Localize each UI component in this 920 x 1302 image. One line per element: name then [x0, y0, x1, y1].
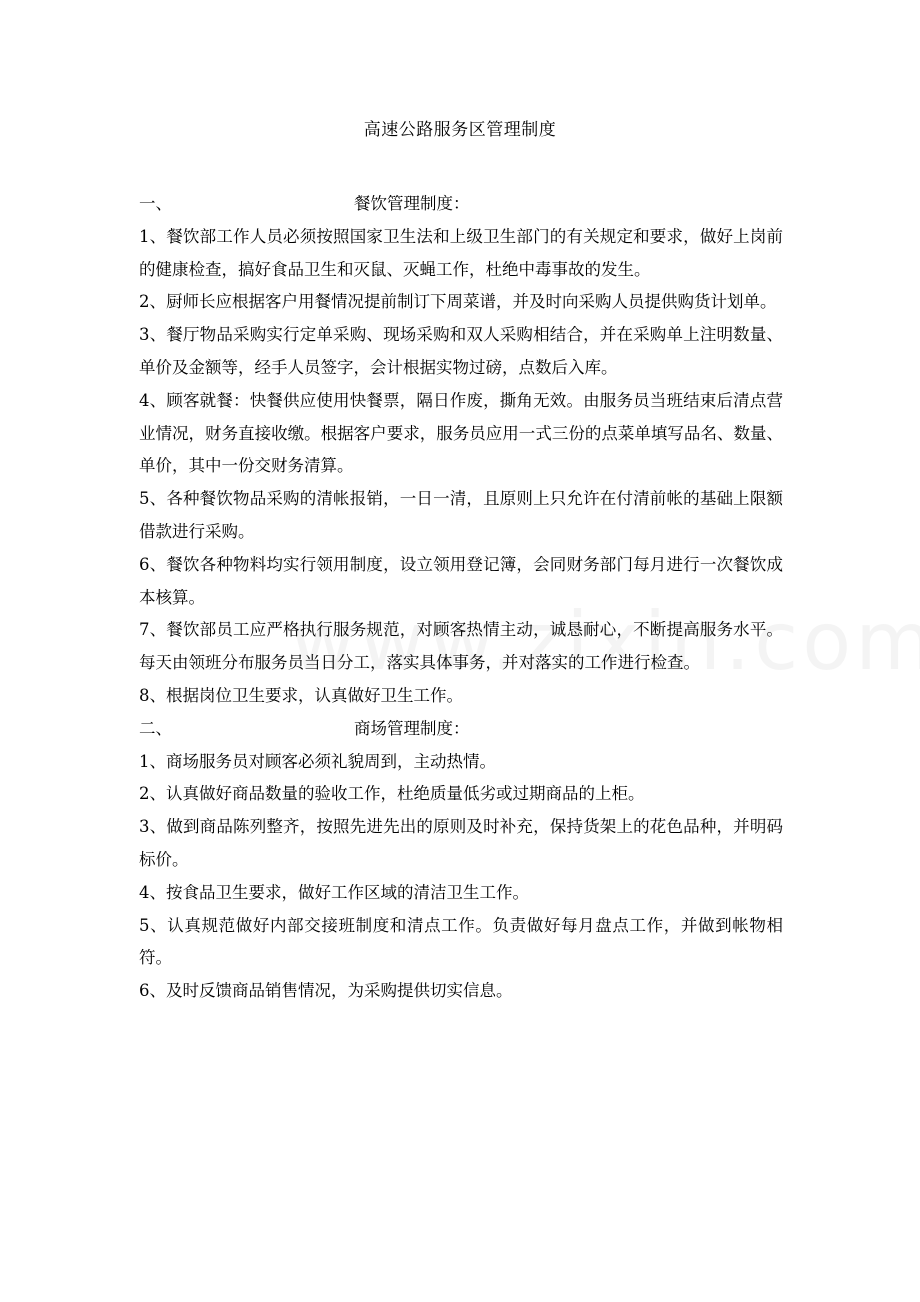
- store-rule-4: 4、按食品卫生要求，做好工作区域的清洁卫生工作。: [139, 882, 529, 902]
- store-rule-6: 6、及时反馈商品销售情况，为采购提供切实信息。: [139, 981, 513, 1001]
- catering-rule-8: 8、根据岗位卫生要求，认真做好卫生工作。: [139, 685, 463, 705]
- document-body: [139, 188, 783, 1008]
- catering-rule-6: 6、餐饮各种物料均实行领用制度，设立领用登记簿，会同财务部门每月进行一次餐饮成本核算。: [139, 554, 783, 607]
- document-title: 高速公路服务区管理制度: [363, 120, 557, 140]
- section-heading-text: 商场管理制度：: [354, 718, 470, 738]
- catering-rule-4: 4、顾客就餐：快餐供应使用快餐票，隔日作废，撕角无效。由服务员当班结束后清点营业情况，财务直接收缴。根据客户要求，服务员应用一式三份的点菜单填写品名、数量、单价，其中一份交财务清算。: [139, 390, 783, 476]
- section-number: 二、: [139, 718, 172, 738]
- catering-rule-2: 2、厨师长应根据客户用餐情况提前制订下周菜谱，并及时向采购人员提供购货计划单。: [139, 292, 777, 312]
- catering-rule-3: 3、餐厅物品采购实行定单采购、现场采购和双人采购相结合，并在采购单上注明数量、单价及金额等，经手人员签字，会计根据实物过磅，点数后入库。: [139, 325, 783, 377]
- store-rule-5: 5、认真规范做好内部交接班制度和清点工作。负责做好每月盘点工作，并做到帐物相符。: [139, 915, 783, 968]
- section-heading-text: 餐饮管理制度：: [354, 194, 470, 213]
- section-heading-store: [139, 713, 783, 746]
- store-rule-2: 2、认真做好商品数量的验收工作，杜绝质量低劣或过期商品的上柜。: [139, 784, 645, 804]
- catering-rule-1: 1、餐饮部工作人员必须按照国家卫生法和上级卫生部门的有关规定和要求，做好上岗前的健康检查，搞好食品卫生和灭鼠、灭蝇工作，杜绝中毒事故的发生。: [139, 226, 783, 279]
- section-heading-catering: [139, 188, 783, 221]
- store-rule-3: 3、做到商品陈列整齐，按照先进先出的原则及时补充，保持货架上的花色品种，并明码标价。: [139, 817, 783, 869]
- section-number: 一、: [139, 194, 172, 213]
- store-rule-1: 1、商场服务员对顾客必须礼貌周到，主动热情。: [139, 751, 496, 771]
- catering-rule-5: 5、各种餐饮物品采购的清帐报销，一日一清，且原则上只允许在付清前帐的基础上限额借款进行采购。: [139, 489, 783, 541]
- catering-rule-7: 7、餐饮部员工应严格执行服务规范，对顾客热情主动，诚恳耐心，不断提高服务水平。每天由领班分布服务员当日分工，落实具体事务，并对落实的工作进行检查。: [139, 620, 783, 673]
